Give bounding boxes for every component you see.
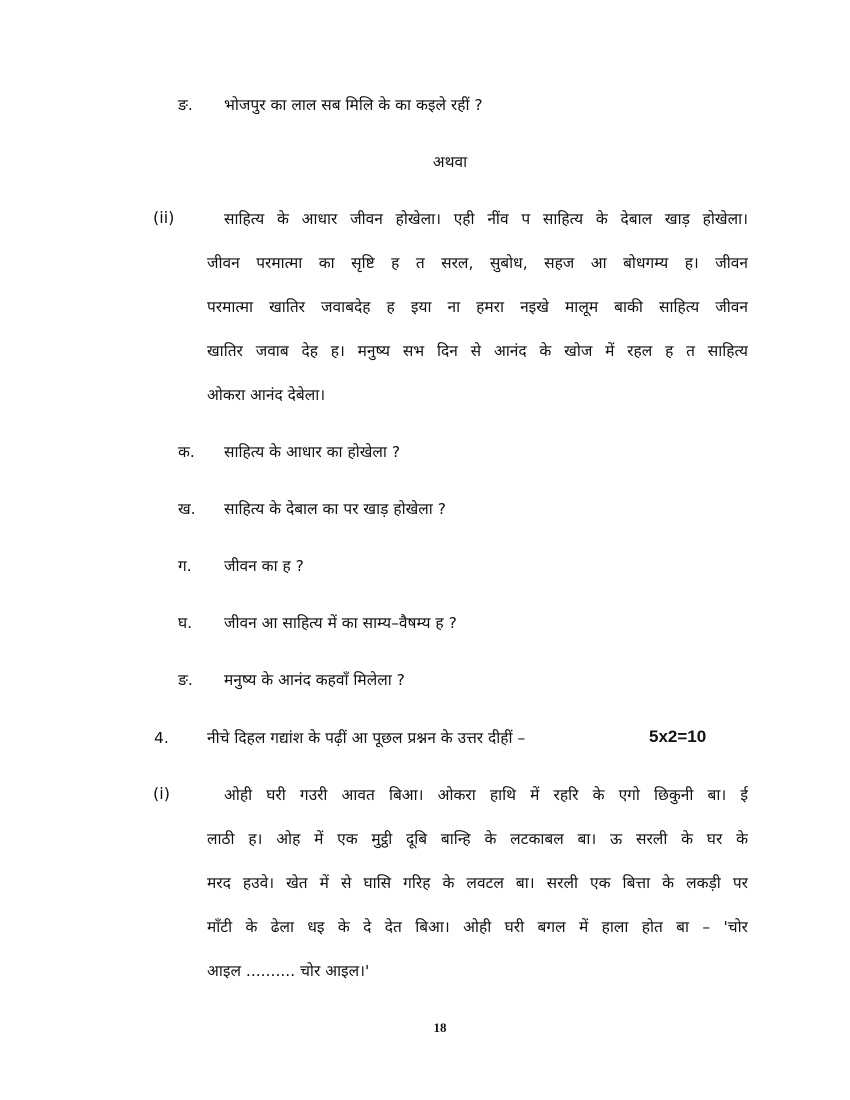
section-i-paragraph-first: [224, 773, 748, 817]
section-ii-label: (ii): [153, 208, 175, 227]
question-text: साहित्य के देबाल का पर खाड़ होखेला ?: [224, 500, 446, 518]
paragraph-line: परमात्मा खातिर जवाबदेह ह इया ना हमरा नइखे मालूम बाकी साहित्य जीवन: [207, 298, 748, 316]
paragraph-line: आइल .......... चोर आइल।': [207, 962, 370, 980]
marks-label: 5x2=10: [649, 727, 707, 746]
question-instruction: नीचे दिहल गद्यांश के पढ़ीं आ पूछल प्रश्नन के उत्तर दीहीं –: [207, 729, 526, 747]
section-ii-paragraph-first: [224, 197, 748, 241]
page-number: 18: [433, 1020, 447, 1035]
question-text: साहित्य के आधार का होखेला ?: [224, 443, 401, 461]
item-label: ङ.: [178, 96, 193, 114]
question-label: ख.: [178, 500, 196, 518]
item-text: भोजपुर का लाल सब मिलि के का कइले रहीं ?: [224, 96, 483, 114]
question-number: 4.: [154, 729, 169, 747]
paragraph-line: जीवन परमात्मा का सृष्टि ह त सरल, सुबोध, सहज आ बोधगम्य ह। जीवन: [207, 254, 748, 272]
question-label: ङ.: [178, 671, 193, 689]
paragraph-line: साहित्य के आधार जीवन होखेला। एही नींव प साहित्य के देबाल खाड़ होखेला।: [224, 210, 748, 228]
section-i-paragraph-rest: [207, 817, 748, 993]
paragraph-line: ओही घरी गउरी आवत बिआ। ओकरा हाथि में रहरि के एगो छिकुनी बा। ई: [224, 786, 748, 804]
question-label: घ.: [178, 614, 193, 632]
or-divider-text: अथवा: [432, 153, 468, 171]
question-text: मनुष्य के आनंद कहवाँ मिलेला ?: [224, 671, 405, 689]
section-i-label: (i): [153, 784, 170, 803]
paragraph-line: ओकरा आनंद देबेला।: [207, 386, 326, 404]
question-label: क.: [178, 443, 195, 461]
question-label: ग.: [178, 557, 192, 575]
paragraph-line: माँटी के ढेला धइ के दे देत बिआ। ओही घरी बगल में हाला होत बा – 'चोर: [207, 918, 748, 936]
paragraph-line: मरद हउवे। खेत में से घासि गरिह के लवटल बा। सरली एक बित्ता के लकड़ी पर: [207, 874, 748, 892]
question-text: जीवन आ साहित्य में का साम्य–वैषम्य ह ?: [224, 614, 457, 632]
paragraph-line: खातिर जवाब देह ह। मनुष्य सभ दिन से आनंद के खोज में रहल ह त साहित्य: [207, 342, 748, 360]
section-ii-paragraph-rest: [207, 241, 748, 417]
question-text: जीवन का ह ?: [224, 557, 304, 575]
paragraph-line: लाठी ह। ओह में एक मुट्ठी दूबि बान्हि के लटकाबल बा। ऊ सरली के घर के: [207, 830, 748, 848]
